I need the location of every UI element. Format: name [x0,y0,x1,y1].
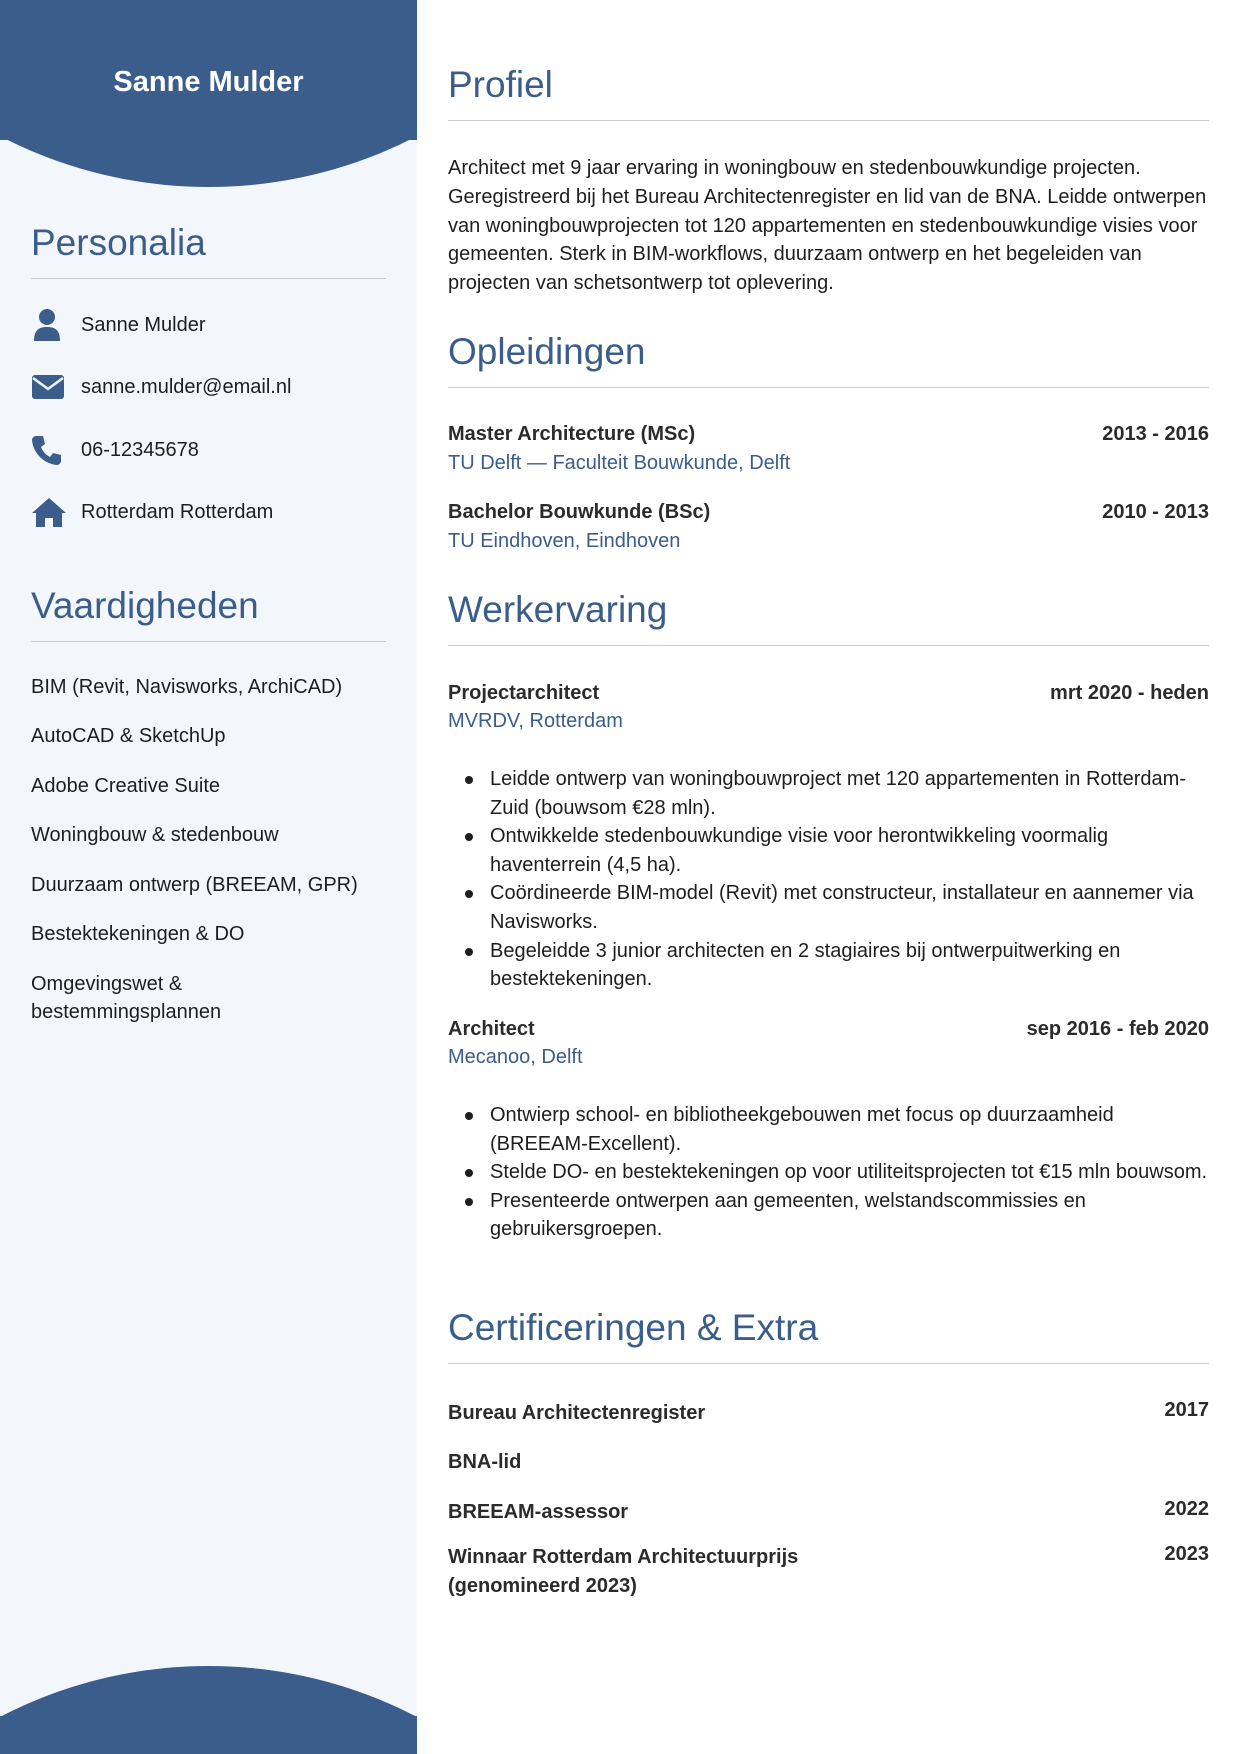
contact-name-text: Sanne Mulder [81,313,206,336]
skill-item: Omgevingswet & bestemmingsplannen [31,973,222,1023]
contact-phone-text[interactable]: 06-12345678 [81,438,199,461]
skill-item: Duurzaam ontwerp (BREEAM, GPR) [31,874,358,896]
skills-section [31,585,386,1023]
education-school: TU Eindhoven, Eindhoven [448,530,681,552]
job-entry-head [448,1018,1209,1041]
cert-row [448,1448,1209,1477]
personalia-title: Personalia [31,222,386,279]
education-years: 2010 - 2013 [1102,501,1209,523]
job-company: Mecanoo, Delft [448,1046,583,1068]
job-bullets [448,1101,1209,1244]
job-role: Architect [448,1018,535,1040]
cert-row [448,1543,1209,1601]
job-role: Projectarchitect [448,682,600,704]
contact-phone [31,433,199,467]
skill-item: AutoCAD & SketchUp [31,725,226,747]
cert-year: 2023 [1164,1543,1209,1565]
cert-row [448,1399,1209,1428]
profile-text: Architect met 9 jaar ervaring in woningbouw en stedenbouwkundige projecten. Geregistreerd bij het Bureau Architectenregister en lid van de BNA. Leidde ontwerpen van woningbouwprojecten tot 120 appartementen en stedenbouwkundige visies voor gemeenten. Sterk in BIM-workflows, duurzaam ontwerp en het begeleiden van projecten van schetsontwerp tot oplevering. [448,157,1207,295]
education-title: Opleidingen [448,331,1209,388]
education-degree: Master Architecture (MSc) [448,423,696,445]
personalia-section [31,222,386,523]
phone-icon [31,433,67,467]
job-period: sep 2016 - feb 2020 [1026,1018,1209,1040]
cert-row [448,1498,1209,1527]
contact-name [31,308,206,342]
education-degree: Bachelor Bouwkunde (BSc) [448,501,711,523]
contact-address [31,495,273,529]
skill-item: Bestektekeningen & DO [31,923,245,945]
contact-email [31,370,291,404]
sidebar [0,0,417,1754]
education-entry-head [448,423,1209,446]
skills-title: Vaardigheden [31,585,386,642]
job-period: mrt 2020 - heden [1050,682,1209,704]
job-bullet: Ontwierp school- en bibliotheekgebouwen met focus op duurzaamheid (BREEAM-Excellent). [448,1101,1209,1158]
job-bullet: Presenteerde ontwerpen aan gemeenten, welstandscommissies en gebruikersgroepen. [448,1187,1209,1244]
cert-year: 2017 [1164,1399,1209,1421]
job-bullet: Leidde ontwerp van woningbouwproject met 120 appartementen in Rotterdam-Zuid (bouwsom €28 mln). [448,765,1209,822]
candidate-name: Sanne Mulder [113,66,304,98]
cert-name: Bureau Architectenregister [448,1402,706,1424]
cert-year: 2022 [1164,1498,1209,1520]
job-bullet: Coördineerde BIM-model (Revit) met constructeur, installateur en aannemer via Navisworks. [448,879,1209,936]
job-bullets [448,765,1209,994]
job-entry-head [448,682,1209,705]
profile-title: Profiel [448,64,1209,121]
contact-email-text[interactable]: sanne.mulder@email.nl [81,375,292,398]
contact-address-text: Rotterdam Rotterdam [81,500,274,523]
job-bullet: Stelde DO- en bestektekeningen op voor utiliteitsprojecten tot €15 mln bouwsom. [448,1158,1209,1187]
skill-item: Woningbouw & stedenbouw [31,824,279,846]
person-icon [31,308,67,342]
education-entry-head [448,501,1209,524]
skill-item: BIM (Revit, Navisworks, ArchiCAD) [31,676,343,698]
cert-name: Winnaar Rotterdam Architectuurprijs (genomineerd 2023) [448,1546,799,1597]
education-school: TU Delft — Faculteit Bouwkunde, Delft [448,452,791,474]
cert-name: BNA-lid [448,1451,522,1473]
experience-title: Werkervaring [448,589,1209,646]
job-bullet: Begeleidde 3 junior architecten en 2 stagiaires bij ontwerpuitwerking en bestektekeningen. [448,937,1209,994]
skill-item: Adobe Creative Suite [31,775,221,797]
job-bullet: Ontwikkelde stedenbouwkundige visie voor herontwikkeling voormalig haventerrein (4,5 ha). [448,822,1209,879]
envelope-icon [31,370,67,404]
home-icon [31,495,67,529]
education-years: 2013 - 2016 [1102,423,1209,445]
certifications-title: Certificeringen & Extra [448,1307,1209,1364]
cert-name: BREEAM-assessor [448,1501,629,1523]
job-company: MVRDV, Rotterdam [448,710,623,732]
